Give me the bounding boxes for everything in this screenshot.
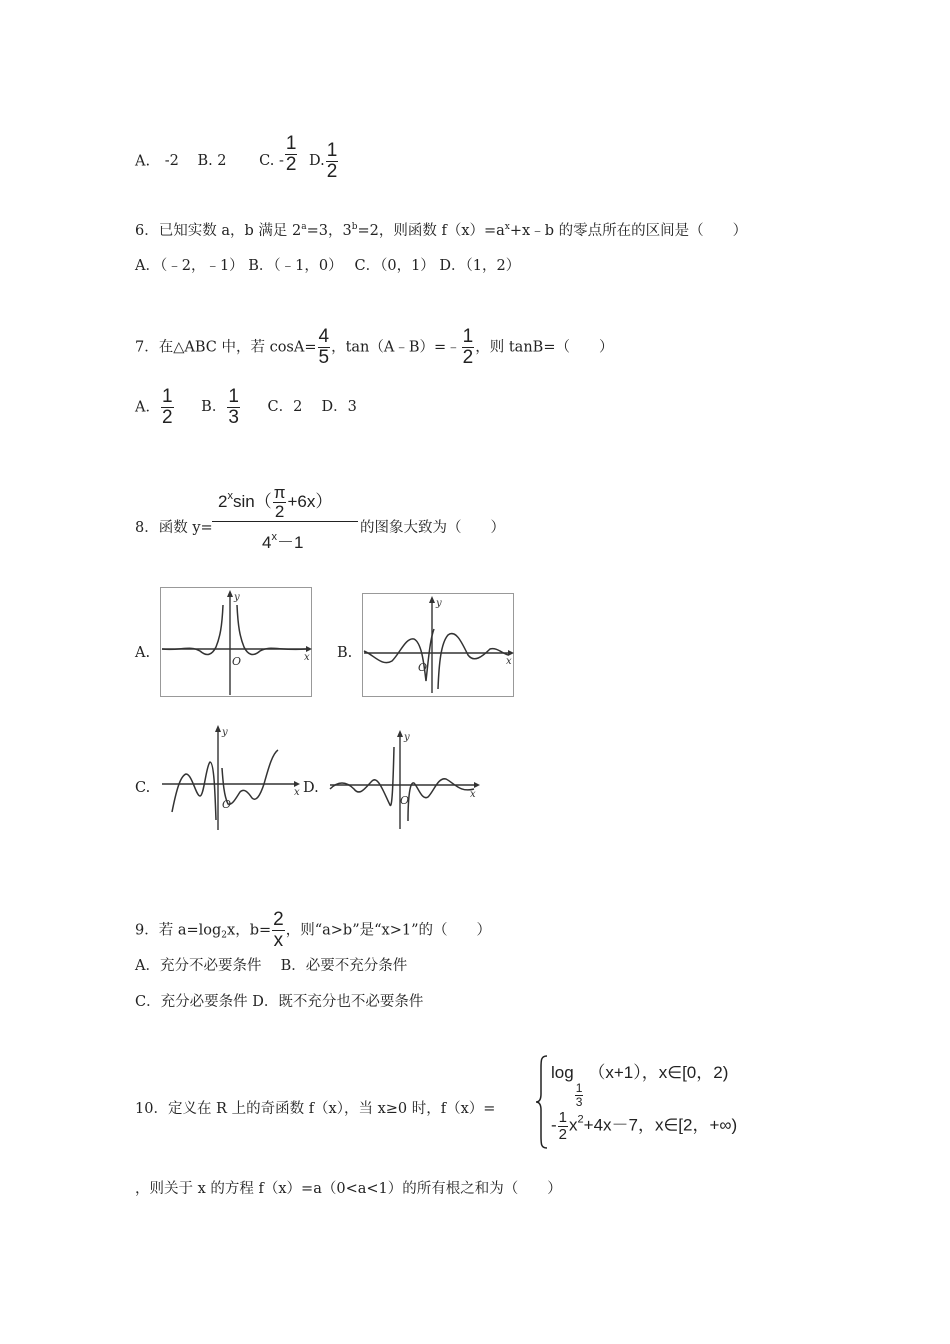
q8-graph-c[interactable] [160, 722, 300, 834]
q9-options-line2: C．充分必要条件 D．既不充分也不必要条件 [135, 994, 424, 1010]
q8-graph-b[interactable] [362, 593, 514, 697]
q5-opt-b: B. 2 [197, 153, 227, 170]
q5-opt-a-value: -2 [164, 153, 179, 170]
q8-label-d: D. [303, 780, 319, 796]
q9-stem: 9．若 $a=\log_2x$，b= $\frac{2}{x}$ ，则“a>b”是“x>1”的（ ） [135, 909, 491, 951]
q5-options [135, 133, 339, 182]
q8-graph-b-y-label: y [436, 598, 442, 609]
q10-piece2: - $\frac{1}{2}$ $x^2+4x-7$，x∈[2，+∞) [551, 1109, 738, 1143]
q8-formula-denominator: $4^x-1$ [262, 531, 304, 552]
q5-opt-d-fraction: $\frac{1}{2}$ [326, 140, 338, 182]
q8-graph-a-origin: O [232, 655, 242, 668]
q8-stem-b: 的图象大致为（ ） [360, 520, 505, 536]
q8-graph-c-origin: O [222, 798, 232, 811]
q8-graph-a[interactable] [160, 587, 312, 697]
q8-formula-bar [212, 521, 358, 522]
q7-opt-b-fraction: $\frac{1}{3}$ [228, 386, 239, 428]
q8-graph-a-y-label: y [234, 592, 240, 603]
q8-pi-fraction: $\frac{\pi}{2}$ [273, 483, 286, 521]
q8-graph-b-origin: O [418, 661, 428, 674]
q8-graph-d-x-label: x [470, 789, 476, 800]
q7-opt-a-fraction: $\frac{1}{2}$ [161, 386, 173, 428]
q5-opt-d: D. [309, 153, 325, 170]
q8-label-a: A. [135, 645, 151, 661]
q9-options-line1: A．充分不必要条件 B．必要不充分条件 [135, 958, 408, 974]
q8-stem-a: 8．函数 y= [135, 520, 213, 536]
q10-piece1: log $\frac{1}{3}$ （x+1），x∈[0，2) [551, 1063, 729, 1109]
q10-log-base: $\frac{1}{3}$ [575, 1081, 583, 1109]
q10-brace [535, 1054, 549, 1150]
q7-stem: 7．在△ABC 中，若 cosA= $\frac{4}{5}$ ，tan（A﹣B）=﹣ $\frac{1}{2}$ ，则 tanB=（ ） [135, 326, 614, 368]
q9-fraction: $\frac{2}{x}$ [273, 909, 284, 951]
q7-options: A． $\frac{1}{2}$ B． $\frac{1}{3}$ C．2 D．3 [135, 386, 357, 428]
q8-label-c: C. [135, 780, 151, 796]
q10-stem-b: ，则关于 x 的方程 f（x）=a（0<a<1）的所有根之和为（ ） [135, 1181, 562, 1197]
q8-graph-a-x-label: x [304, 652, 310, 663]
q8-formula [212, 480, 360, 550]
q6-stem: 6．已知实数 a，b 满足 $2^a=3$，$3^b=2$，则函数 $f(x)=a^x+x﹣b$ 的零点所在的区间是（ ） [135, 222, 748, 239]
q5-opt-c-fraction: $\frac{1}{2}$ [285, 133, 297, 175]
q10-piecewise [535, 1052, 803, 1150]
q8-graph-d-y-label: y [404, 732, 410, 743]
q5-opt-a: A. [135, 153, 151, 170]
q8-graph-c-y-label: y [222, 727, 228, 738]
q6-options: A．（﹣2，﹣1） B．（﹣1，0） C．（0，1） D．（1，2） [135, 258, 521, 274]
q8-formula-numerator: 2$^x$sin（ $\frac{\pi}{2}$ +6x） [218, 483, 333, 521]
q8-graph-c-x-label: x [294, 787, 300, 798]
q7-tan-fraction: $\frac{1}{2}$ [462, 326, 474, 368]
q10-half-fraction: $\frac{1}{2}$ [558, 1109, 568, 1143]
q8-graph-d[interactable] [328, 727, 480, 832]
q5-opt-c: C. - [259, 153, 284, 170]
q7-cos-fraction: $\frac{4}{5}$ [318, 326, 330, 368]
q8-graph-b-x-label: x [506, 656, 512, 667]
q8-graph-d-origin: O [400, 794, 410, 807]
q8-label-b: B. [337, 645, 353, 661]
q10-stem-a: 10．定义在 R 上的奇函数 f（x），当 x≥0 时，f（x）= [135, 1101, 496, 1117]
